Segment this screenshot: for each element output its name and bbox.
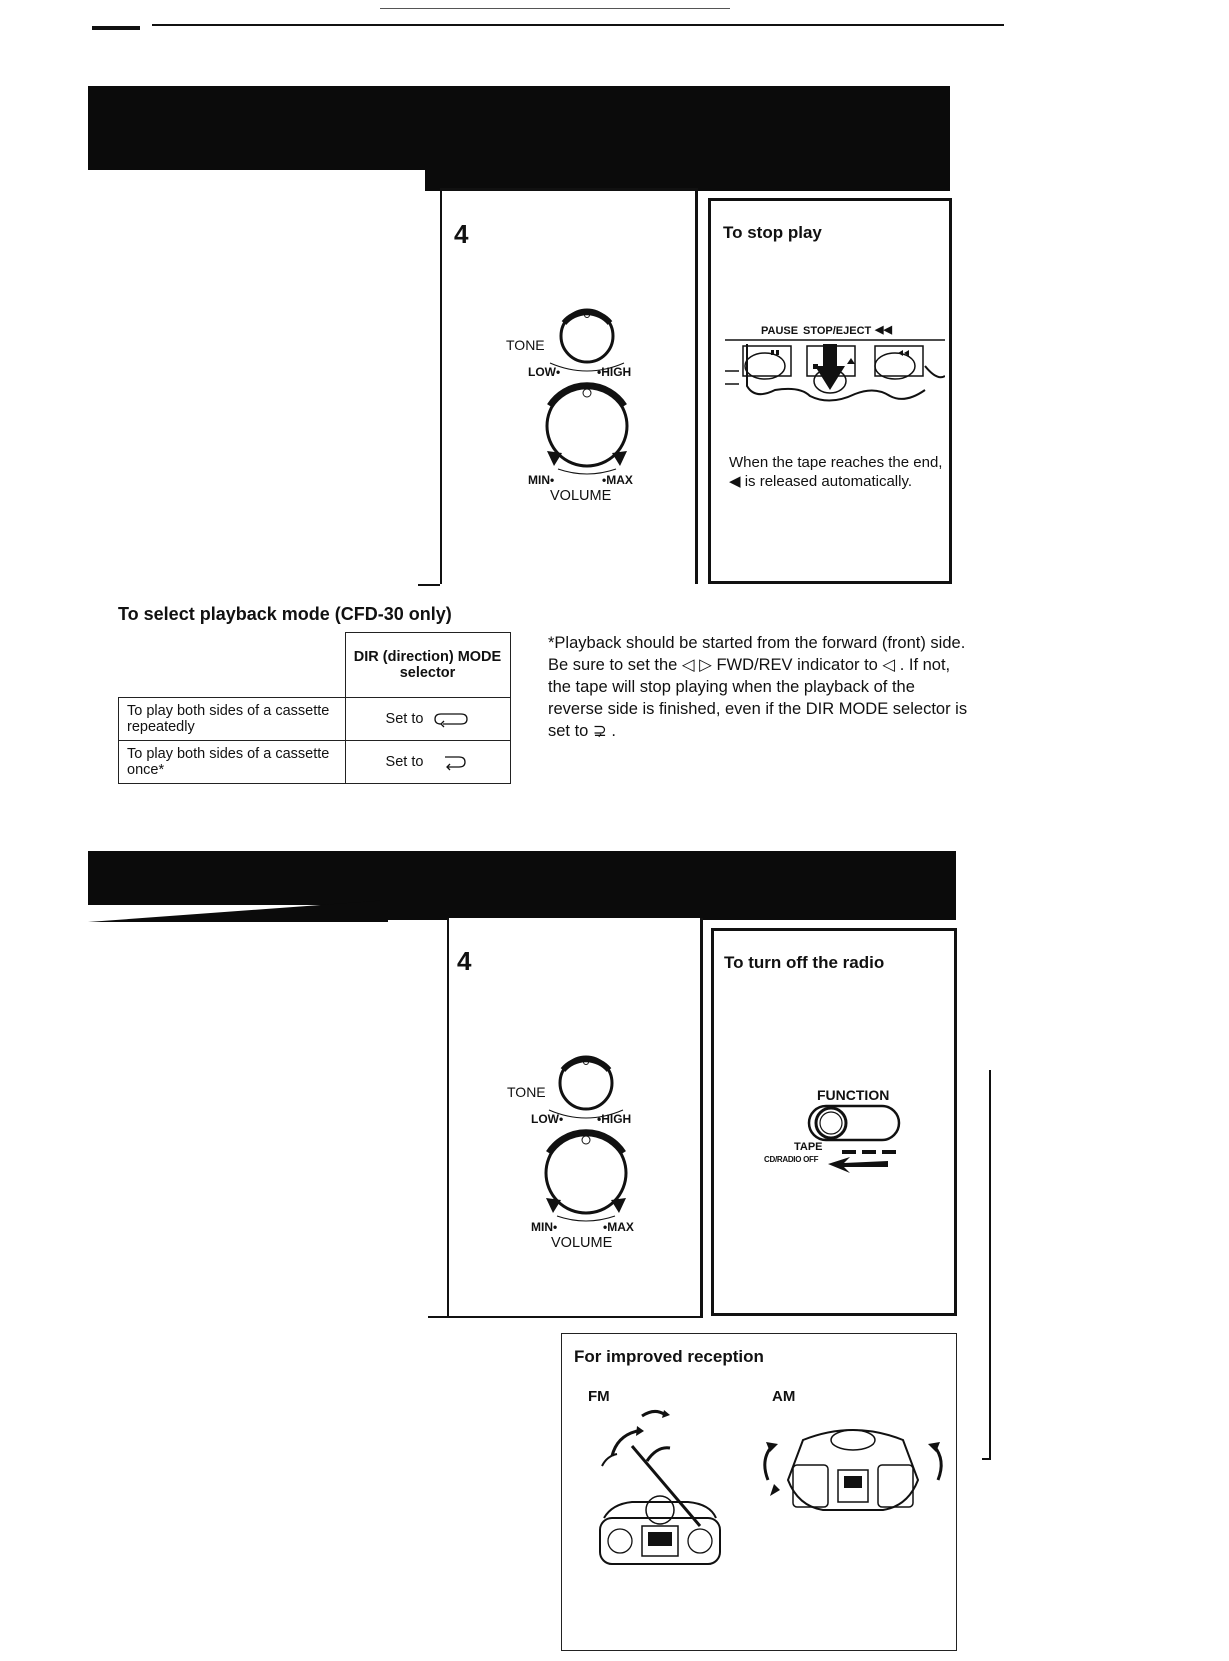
pause-label: PAUSE (761, 325, 799, 337)
step-panel-radio-bottom-rule (428, 1316, 703, 1318)
tone-high-label: •HIGH (597, 1112, 632, 1126)
transport-buttons-illustration (725, 326, 945, 411)
turn-off-radio-box (711, 928, 957, 1316)
step-panel-cassette (440, 188, 698, 584)
repeat-mode-icon (433, 710, 469, 728)
table-row (119, 698, 511, 741)
table-cell-case: To play both sides of a cassette repeatedly (119, 698, 346, 741)
stop-eject-label: STOP/EJECT (803, 325, 872, 337)
table-header: DIR (direction) MODE selector (345, 633, 510, 698)
rewind-icon: ◀◀ (875, 324, 892, 336)
step-panel-radio (447, 918, 703, 1316)
stop-play-text: When the tape reaches the end, ◀ is released automatically. (729, 454, 943, 490)
tone-low-label: LOW• (531, 1112, 564, 1126)
improved-reception-title: For improved reception (574, 1347, 764, 1366)
am-label: AM (772, 1388, 796, 1405)
turn-off-radio-title: To turn off the radio (724, 953, 885, 972)
once-mode-icon (433, 753, 469, 771)
playback-mode-table (118, 632, 511, 784)
am-rotation-radio-illustration (758, 1410, 948, 1530)
section-header-tab-radio (380, 900, 956, 920)
section-header-bar-cassette (88, 86, 950, 170)
step-number: 4 (454, 219, 469, 249)
cd-radio-off-label: CD/RADIO OFF (764, 1155, 819, 1164)
top-rule-faint (380, 8, 730, 9)
playback-mode-title: To select playback mode (CFD-30 only) (118, 604, 452, 624)
table-cell-setting: Set to (345, 741, 510, 784)
fm-label: FM (588, 1388, 610, 1405)
stop-play-box (708, 198, 952, 584)
tone-label: TONE (507, 1084, 546, 1100)
stop-play-title: To stop play (723, 223, 822, 242)
volume-label: VOLUME (550, 488, 612, 504)
volume-max-label: •MAX (602, 473, 633, 487)
table-corner (119, 633, 346, 698)
improved-reception-box (561, 1333, 957, 1651)
volume-label: VOLUME (551, 1235, 613, 1251)
volume-min-label: MIN• (531, 1220, 558, 1234)
step-number: 4 (457, 946, 472, 976)
section-header-bar-radio (88, 851, 956, 905)
table-cell-case: To play both sides of a cassette once* (119, 741, 346, 784)
volume-max-label: •MAX (603, 1220, 634, 1234)
top-rule-short (92, 26, 140, 30)
table-cell-setting: Set to (345, 698, 510, 741)
tape-label: TAPE (794, 1141, 823, 1153)
table-row (119, 741, 511, 784)
tone-low-label: LOW• (528, 365, 561, 379)
right-bracket-line (989, 1070, 991, 1460)
top-rule-long (152, 24, 1004, 26)
tone-high-label: •HIGH (597, 365, 632, 379)
volume-min-label: MIN• (528, 473, 555, 487)
fm-antenna-radio-illustration (592, 1406, 732, 1566)
tone-label: TONE (506, 337, 545, 353)
function-label: FUNCTION (817, 1087, 890, 1103)
right-bracket-foot (982, 1458, 991, 1460)
step-panel-cassette-left-stub (418, 584, 440, 586)
playback-note: *Playback should be started from the forward (front) side. Be sure to set the ◁ ▷ FWD/REV indicator to ◁ . If not, the tape will stop playing when the playback of the reverse side is finished, even if the DIR MODE selector is set to ⊋ . (548, 634, 968, 740)
